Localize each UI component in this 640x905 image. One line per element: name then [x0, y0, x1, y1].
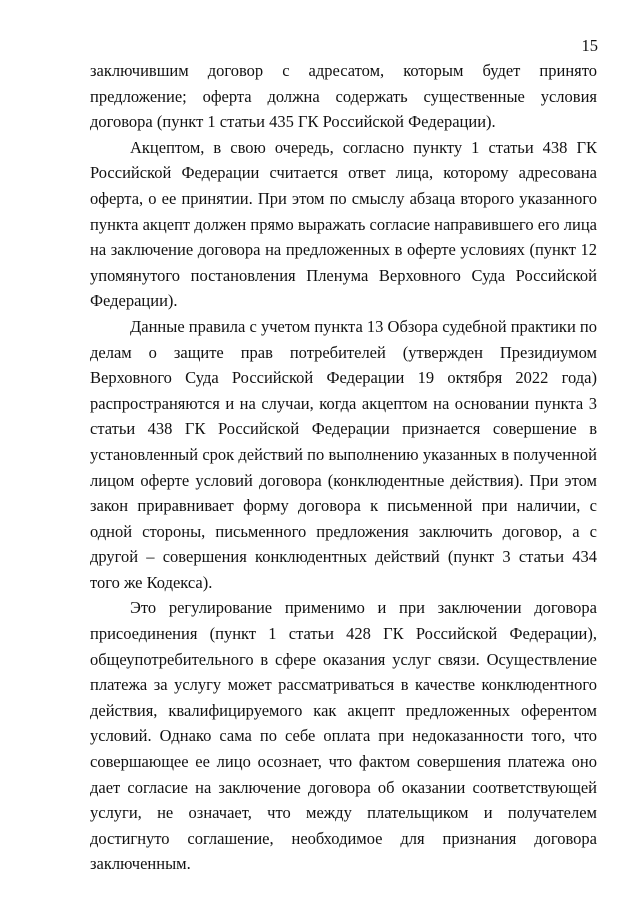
paragraph-rules: Данные правила с учетом пункта 13 Обзора судебной практики по делам о защите прав потребителей (утвержден Президиумом Верховного Суда Российской Федерации 19 октября 2022 года) распространяются и на случаи, когда акцептом на основании пункта 3 статьи 438 ГК Российской Федерации признается совершение в установленный срок действий по выполнению указанных в полученной лицом оферте условий договора (конклюдентные действия). При этом закон приравнивает форму договора к письменной при наличии, с одной стороны, письменного предложения заключить договор, а с другой – совершения конклюдентных действий (пункт 3 статьи 434 того же Кодекса).	[90, 316, 597, 592]
paragraph-acceptance: Акцептом, в свою очередь, согласно пункту 1 статьи 438 ГК Российской Федерации считается ответ лица, которому адресована оферта, о ее принятии. При этом по смыслу абзаца второго указанного пункта акцепт должен прямо выражать согласие направившего его лица на заключение договора на предложенных в оферте условиях (пункт 12 упомянутого постановления Пленума Верховного Суда Российской Федерации).	[90, 137, 597, 311]
document-body	[90, 58, 597, 877]
page-number: 15	[581, 36, 598, 55]
paragraph-accession-contract: Это регулирование применимо и при заключении договора присоединения (пункт 1 статьи 428 ГК Российской Федерации), общеупотребительного в сфере оказания услуг связи. Осуществление платежа за услугу может рассматриваться в качестве конклюдентного действия, квалифицируемого как акцепт предложенных оферентом условий. Однако сама по себе оплата при недоказанности того, что совершающее ее лицо осознает, что фактом совершения платежа оно дает согласие на заключение договора об оказании соответствующей услуги, не означает, что между плательщиком и получателем достигнуто соглашение, необходимое для признания договора заключенным.	[90, 598, 597, 874]
paragraph-continuation: заключившим договор с адресатом, которым будет принято предложение; оферта должна содержать существенные условия договора (пункт 1 статьи 435 ГК Российской Федерации).	[90, 61, 597, 132]
